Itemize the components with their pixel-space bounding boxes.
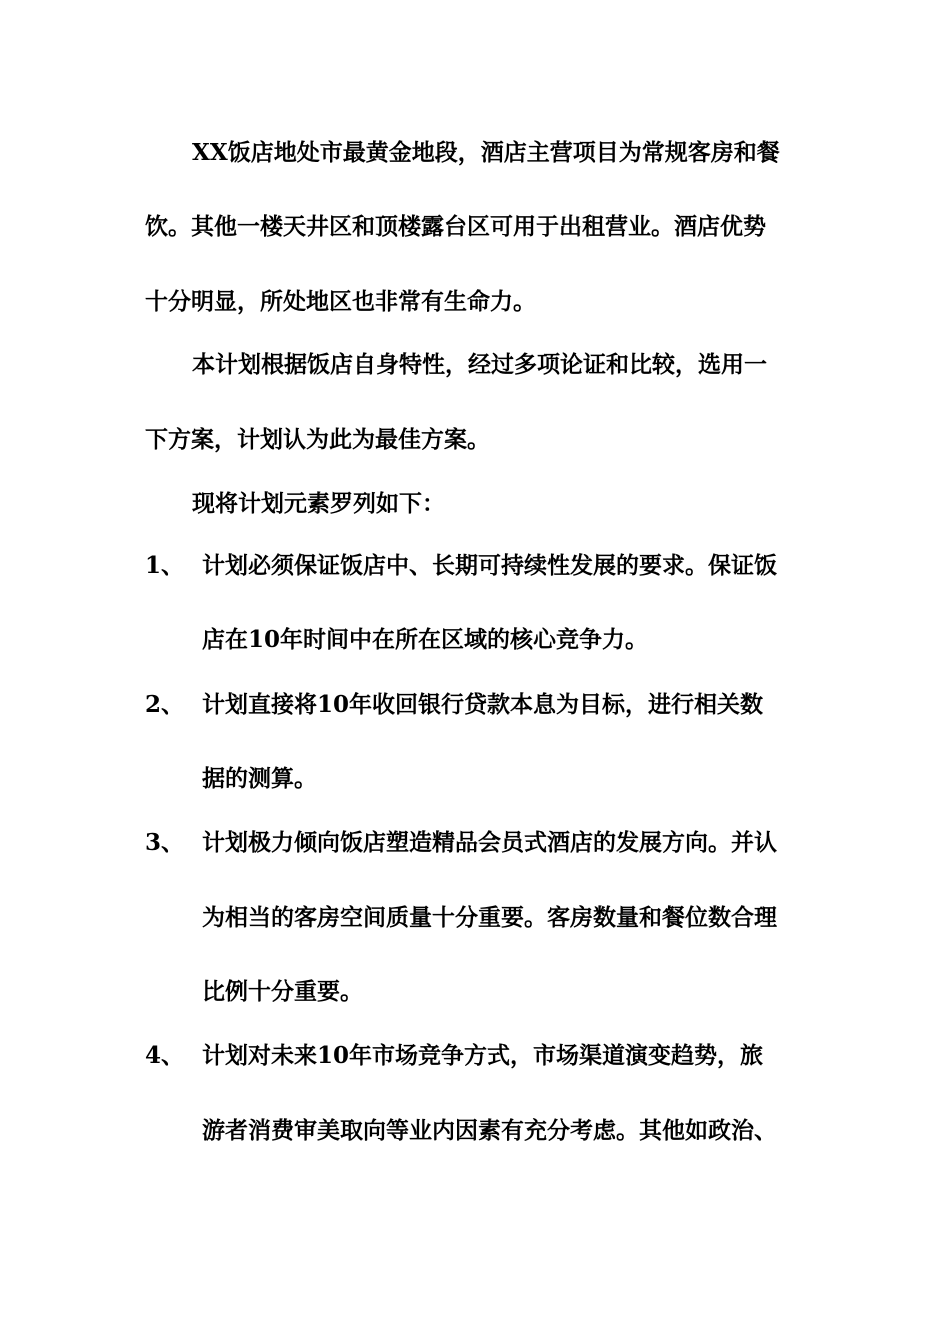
list-item-number: 1、 [145,552,185,579]
intro-paragraph-line: XX饭店地处市最黄金地段，酒店主营项目为常规客房和餐 [192,139,780,166]
list-item-line: 计划极力倾向饭店塑造精品会员式酒店的发展方向。并认 [202,829,777,856]
list-item-line: 据的测算。 [202,765,317,792]
list-item-line: 为相当的客房空间质量十分重要。客房数量和餐位数合理 [202,904,777,931]
list-item-line: 比例十分重要。 [202,978,363,1005]
intro-paragraph-line: 十分明显，所处地区也非常有生命力。 [145,288,536,315]
plan-paragraph-line: 本计划根据饭店自身特性，经过多项论证和比较，选用一 [192,351,767,378]
list-item-line: 计划对未来10年市场竞争方式，市场渠道演变趋势，旅 [202,1042,764,1069]
list-item-line: 计划必须保证饭店中、长期可持续性发展的要求。保证饭 [202,552,777,579]
list-item-line: 计划直接将10年收回银行贷款本息为目标，进行相关数 [202,691,764,718]
elements-intro-line: 现将计划元素罗列如下： [192,490,445,517]
list-item-number: 3、 [145,829,185,856]
plan-paragraph-line: 下方案，计划认为此为最佳方案。 [145,426,490,453]
list-item-number: 4、 [145,1042,185,1069]
list-item-line: 游者消费审美取向等业内因素有充分考虑。其他如政治、 [202,1117,777,1144]
list-item-line: 店在10年时间中在所在区域的核心竞争力。 [202,626,649,653]
list-item-number: 2、 [145,691,185,718]
intro-paragraph-line: 饮。其他一楼天井区和顶楼露台区可用于出租营业。酒店优势 [145,213,766,240]
